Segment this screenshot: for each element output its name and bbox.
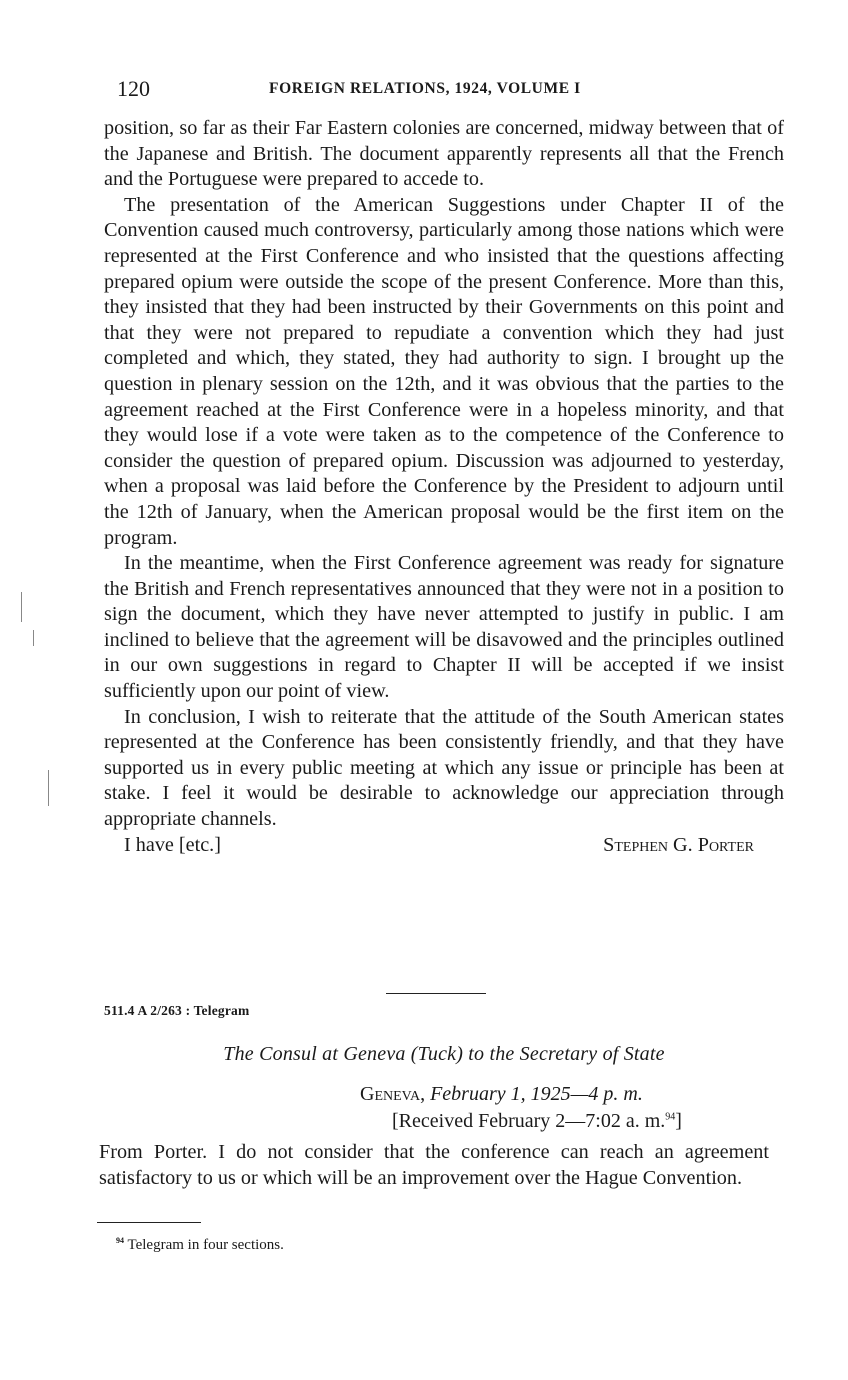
paragraph-conclusion: In conclusion, I wish to reiterate that the attitude of the South American states represented at the Conference has been consistently friendly, and that they have supported us in every public meeting at which any issue or principle has been at stake. I feel it would be desirable to acknowledge our appreciation through appropriate channels. [104, 705, 784, 831]
closing-formula: I have [etc.] [124, 833, 221, 856]
closing-line [104, 833, 784, 859]
dateline [360, 1083, 643, 1106]
footnote [116, 1236, 284, 1254]
paragraph-continuation: position, so far as their Far Eastern colonies are concerned, midway between that of the Japanese and British. The document apparently represents all that the French and the Portuguese were prepared to accede to. [104, 117, 784, 191]
footnote-divider [97, 1222, 201, 1223]
signature: Stephen G. Porter [603, 833, 754, 856]
footnote-text: Telegram in four sections. [127, 1237, 284, 1253]
received-close: ] [675, 1110, 682, 1132]
margin-mark [33, 630, 34, 646]
received-line [392, 1110, 682, 1133]
section-divider [386, 993, 486, 994]
margin-mark [48, 770, 49, 806]
document-heading: The Consul at Geneva (Tuck) to the Secretary of State [223, 1043, 665, 1065]
telegram-text: From Porter. I do not consider that the conference can reach an agreement satisfactory to us or which will be an improvement over the Hague Convention. [99, 1141, 769, 1189]
running-title: FOREIGN RELATIONS, 1924, VOLUME I [269, 80, 581, 97]
footnote-marker: 94 [116, 1236, 124, 1245]
footnote-reference: 94 [665, 1111, 676, 1123]
margin-mark [21, 592, 22, 622]
running-head [117, 76, 777, 102]
paragraph-meantime: In the meantime, when the First Conference agreement was ready for signature the British and French representatives announced that they were not in a position to sign the document, which they have never attempted to justify in public. I am inclined to believe that the agreement will be disavowed and the principles outlined in our own suggestions in regard to Chapter II will be accepted if we insist sufficiently upon our point of view. [104, 552, 784, 703]
dateline-place: Geneva, [360, 1083, 426, 1105]
file-reference: 511.4 A 2/263 : Telegram [104, 1003, 250, 1018]
page-number: 120 [117, 76, 150, 101]
dateline-date: February 1, 1925—4 p. m. [430, 1083, 643, 1105]
paragraph-chapter-ii: The presentation of the American Suggestions under Chapter II of the Convention caused much controversy, particularly among those nations which were represented at the First Conference and who insisted that the questions affecting prepared opium were outside the scope of the present Conference. More than this, they insisted that they had been instructed by their Governments on this point and that they were not prepared to repudiate a convention which they had just completed and which, they stated, they had authority to sign. I brought up the question in plenary session on the 12th, and it was obvious that the parties to the agreement reached at the First Conference were in a hopeless minority, and that they would lose if a vote were taken as to the competence of the Conference to consider the question of prepared opium. Discussion was adjourned to yesterday, when a proposal was laid before the Conference by the President to adjourn until the 12th of January, when the American proposal would be the first item on the program. [104, 193, 784, 549]
received-text: [Received February 2—7:02 a. m. [392, 1110, 666, 1132]
letter-body [104, 116, 784, 859]
